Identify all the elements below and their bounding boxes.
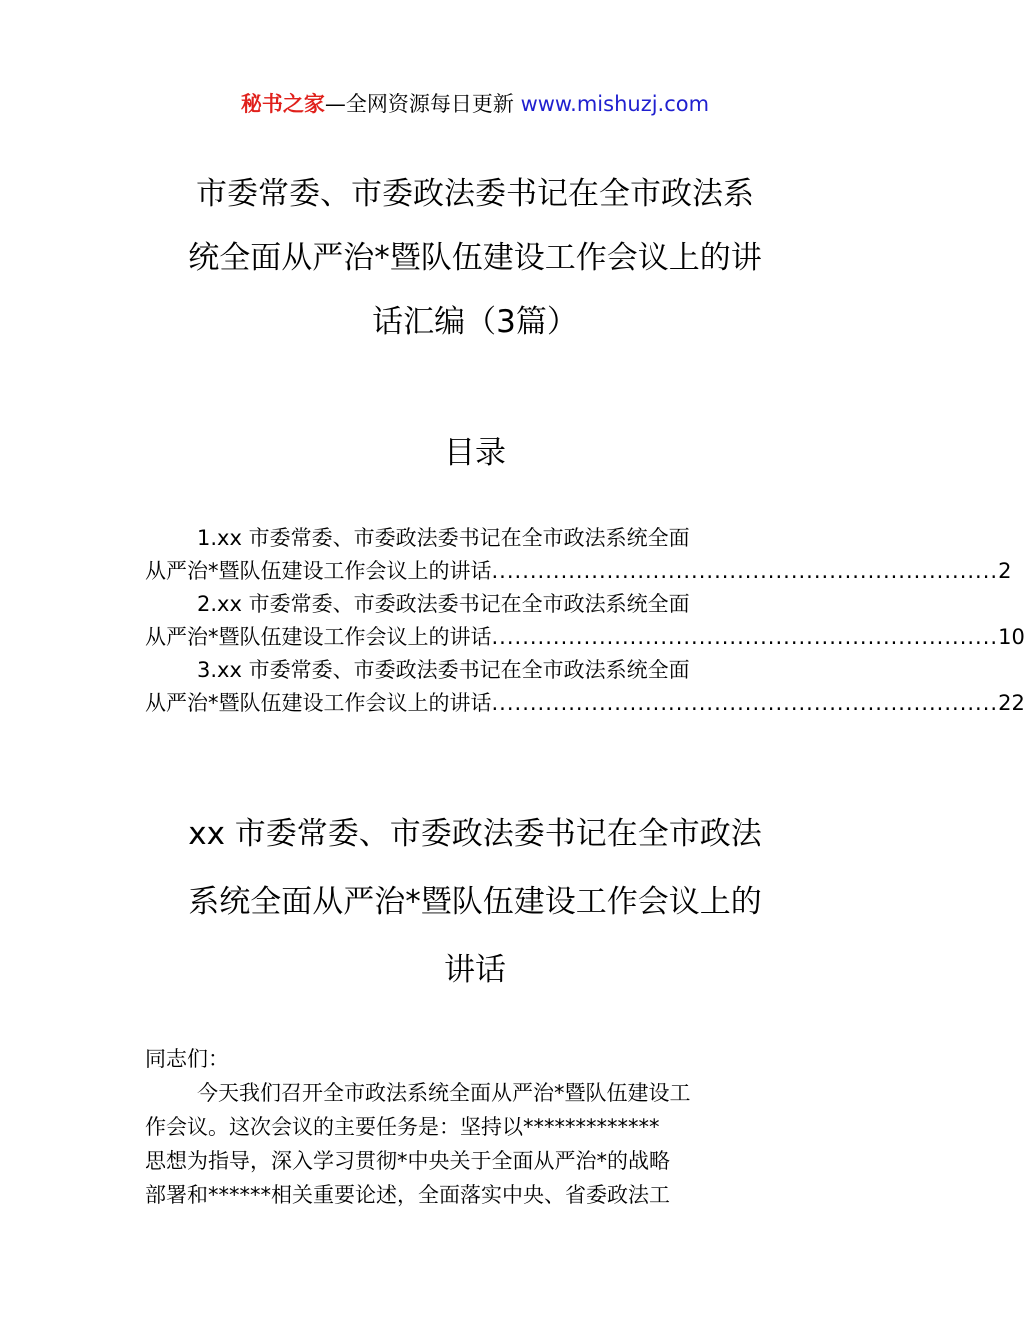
document-title-line: 统全面从严治*暨队伍建设工作会议上的讲 xyxy=(188,240,762,276)
toc-entry-title-cont: 从严治*暨队伍建设工作会议上的讲话 xyxy=(145,559,492,583)
site-brand: 秘书之家 xyxy=(240,92,325,116)
speech-title-line: 系统全面从严治*暨队伍建设工作会议上的 xyxy=(188,884,762,920)
body-line: 作会议。这次会议的主要任务是：坚持以************* xyxy=(145,1115,660,1139)
toc-leader-dots: .................................................................. xyxy=(491,559,999,583)
body-line: 今天我们召开全市政法系统全面从严治*暨队伍建设工 xyxy=(197,1081,691,1105)
toc-entry-title-cont: 从严治*暨队伍建设工作会议上的讲话 xyxy=(145,625,492,649)
toc-heading: 目录 xyxy=(444,435,506,471)
speech-title-line: 讲话 xyxy=(444,952,506,988)
document-title-line: 市委常委、市委政法委书记在全市政法系 xyxy=(196,176,754,212)
table-of-contents xyxy=(145,522,1025,720)
body-line: 部署和******相关重要论述，全面落实中央、省委政法工 xyxy=(145,1183,670,1207)
toc-entry[interactable] xyxy=(145,522,1012,588)
toc-entry-title: 3.xx 市委常委、市委政法委书记在全市政法系统全面 xyxy=(197,658,690,682)
document-title xyxy=(145,162,805,354)
toc-entry[interactable] xyxy=(145,588,1025,654)
speech-body xyxy=(145,1042,807,1212)
toc-leader-dots: .................................................................. xyxy=(491,691,999,715)
toc-page-number: 2 xyxy=(998,559,1012,583)
toc-entry[interactable] xyxy=(145,654,1025,720)
body-line: 思想为指导，深入学习贯彻*中央关于全面从严治*的战略 xyxy=(145,1149,670,1173)
speech-title-line: xx 市委常委、市委政法委书记在全市政法 xyxy=(188,816,762,852)
toc-leader-dots: .................................................................. xyxy=(491,625,999,649)
toc-page-number: 22 xyxy=(998,691,1025,715)
toc-entry-title: 2.xx 市委常委、市委政法委书记在全市政法系统全面 xyxy=(197,592,690,616)
speech-title xyxy=(145,800,805,1004)
toc-page-number: 10 xyxy=(998,625,1025,649)
site-header xyxy=(0,88,950,120)
site-url-link[interactable]: www.mishuzj.com xyxy=(520,92,710,116)
toc-entry-title-cont: 从严治*暨队伍建设工作会议上的讲话 xyxy=(145,691,492,715)
toc-entry-title: 1.xx 市委常委、市委政法委书记在全市政法系统全面 xyxy=(197,526,690,550)
site-tagline: —全网资源每日更新 xyxy=(324,92,514,116)
salutation: 同志们： xyxy=(145,1047,229,1071)
document-title-line: 话汇编（3篇） xyxy=(372,304,578,340)
